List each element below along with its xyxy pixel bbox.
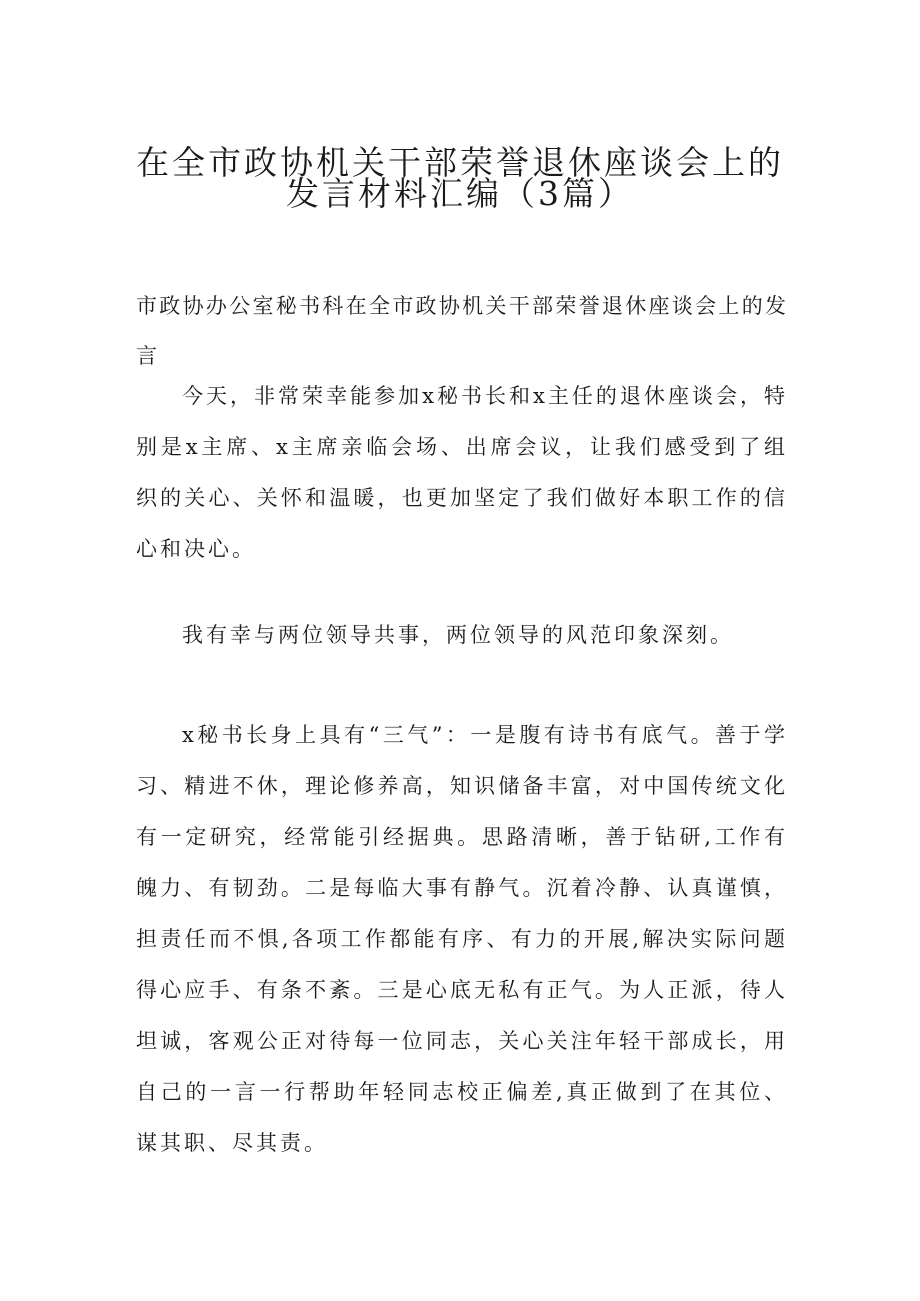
body-paragraph-3: x秘书长身上具有“三气”：一是腹有诗书有底气。善于学习、精进不休，理论修养高，知识储备丰富，对中国传统文化有一定研究，经常能引经据典。思路清晰，善于钻研,工作有魄力、有韧劲。二是每临大事有静气。沉着冷静、认真谨慎，担责任而不惧,各项工作都能有序、有力的开展,解决实际问题得心应手、有条不紊。三是心底无私有正气。为人正派，待人坦诚，客观公正对待每一位同志，关心关注年轻干部成长，用自己的一言一行帮助年轻同志校正偏差,真正做到了在其位、谋其职、尽其责。 (136, 723, 788, 1155)
document-title-line-2: 发言材料汇编（3篇） (286, 174, 634, 213)
body-paragraph-2: 我有幸与两位领导共事，两位领导的风范印象深刻。 (182, 623, 734, 647)
document-title-line-1: 在全市政协机关干部荣誉退休座谈会上的 (136, 143, 784, 182)
body-paragraph-1: 今天，非常荣幸能参加x秘书长和x主任的退休座谈会，特别是x主席、x主席亲临会场、出席会议，让我们感受到了组织的关心、关怀和温暖，也更加坚定了我们做好本职工作的信心和决心。 (136, 384, 788, 561)
speech-subtitle: 市政协办公室秘书科在全市政协机关干部荣誉退休座谈会上的发言 (136, 294, 788, 368)
